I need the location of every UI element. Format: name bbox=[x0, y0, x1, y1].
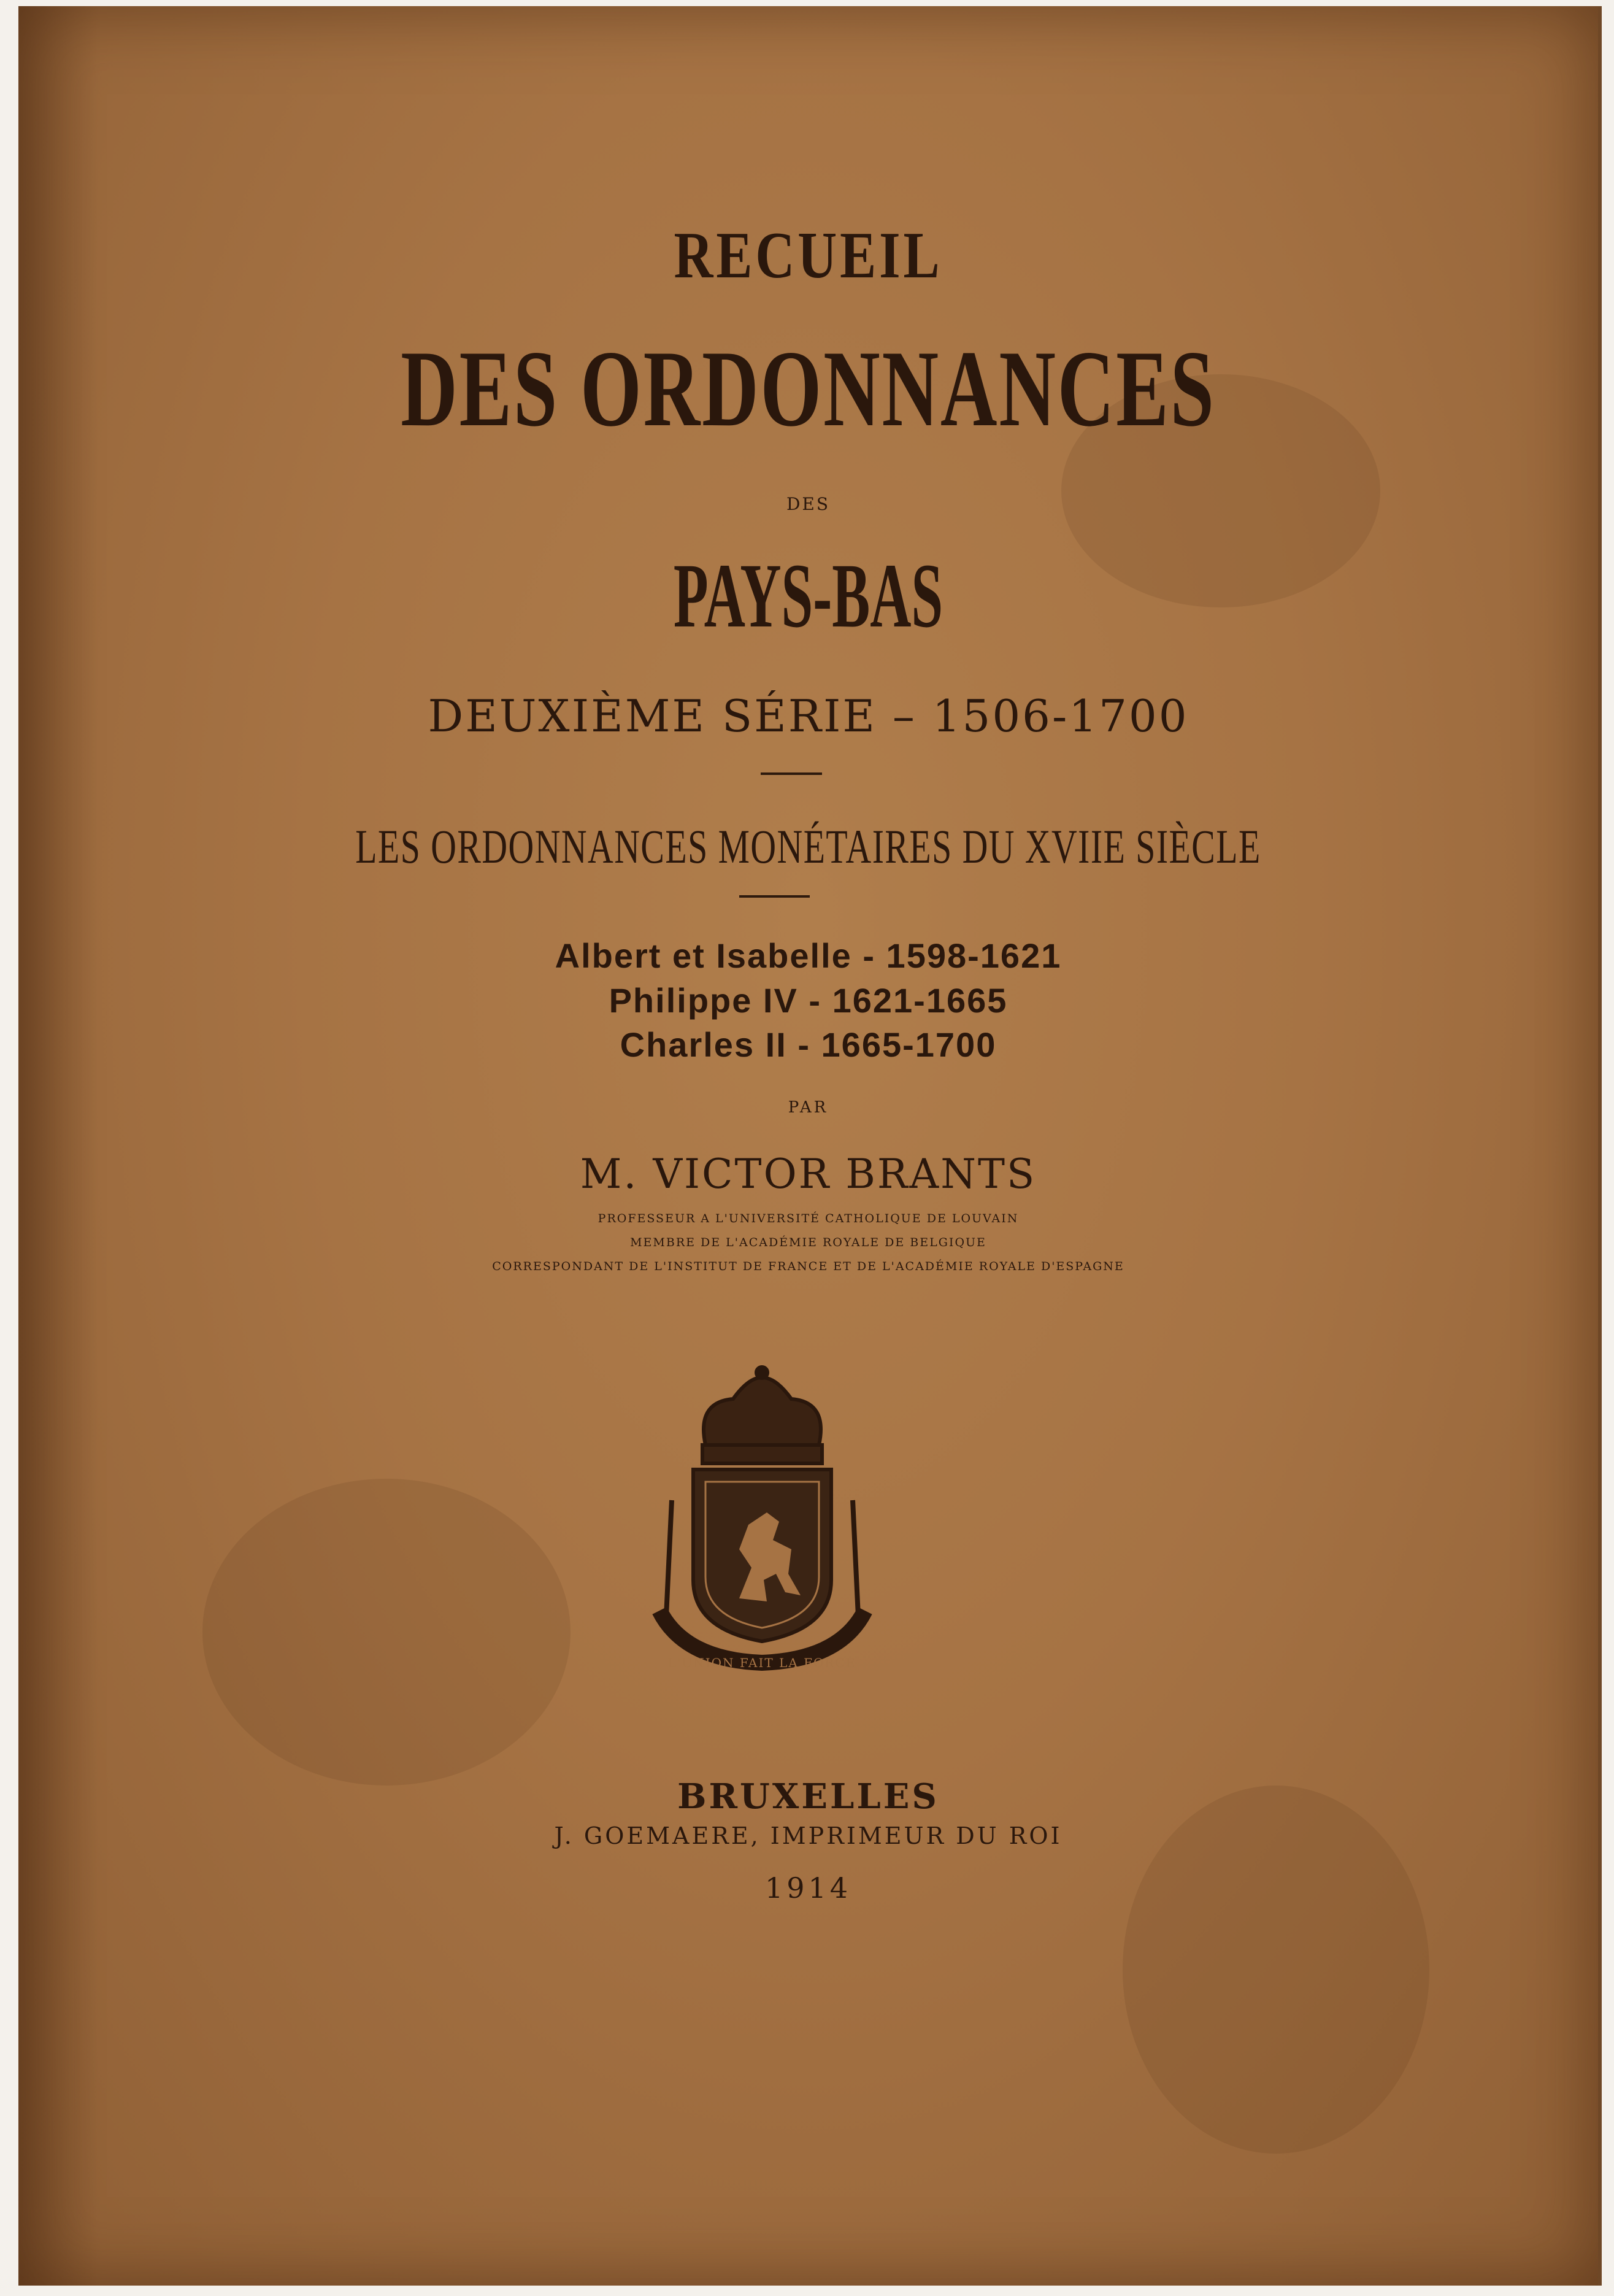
reign-line: Albert et Isabelle - 1598-1621 bbox=[555, 936, 1062, 975]
reign-line: Charles II - 1665-1700 bbox=[620, 1025, 997, 1064]
author-credential: PROFESSEUR A L'UNIVERSITÉ CATHOLIQUE DE LOUVAIN bbox=[598, 1212, 1019, 1225]
title-line-2: DES ORDONNANCES bbox=[401, 328, 1216, 449]
page-margin bbox=[0, 0, 18, 2296]
publication-city: BRUXELLES bbox=[677, 1776, 939, 1817]
series-line: DEUXIÈME SÉRIE – 1506-1700 bbox=[428, 690, 1189, 742]
reign-line: Philippe IV - 1621-1665 bbox=[609, 981, 1008, 1020]
by-label: PAR bbox=[788, 1098, 829, 1117]
author-credential: CORRESPONDANT DE L'INSTITUT DE FRANCE ET DE L'ACADÉMIE ROYALE D'ESPAGNE bbox=[492, 1260, 1124, 1273]
author-name: M. VICTOR BRANTS bbox=[580, 1150, 1037, 1198]
ornamental-rule bbox=[761, 772, 822, 775]
cover-edge-shadow bbox=[18, 6, 98, 2286]
title-line-1: RECUEIL bbox=[674, 219, 943, 292]
book-cover bbox=[18, 6, 1602, 2286]
ornamental-rule bbox=[739, 895, 810, 898]
belgian-coat-of-arms-icon bbox=[647, 1365, 877, 1672]
subtitle: LES ORDONNANCES MONÉTAIRES DU XVIIE SIÈCLE bbox=[355, 820, 1261, 873]
title-line-3: PAYS-BAS bbox=[673, 545, 943, 647]
printer-name: J. GOEMAERE, IMPRIMEUR DU ROI bbox=[554, 1822, 1063, 1849]
publication-year: 1914 bbox=[764, 1871, 852, 1905]
svg-text:L'UNION FAIT LA FORCE: L'UNION FAIT LA FORCE bbox=[667, 1655, 856, 1670]
paper-stain bbox=[202, 1479, 571, 1786]
author-credential: MEMBRE DE L'ACADÉMIE ROYALE DE BELGIQUE bbox=[630, 1236, 986, 1249]
title-connector: DES bbox=[786, 494, 831, 514]
